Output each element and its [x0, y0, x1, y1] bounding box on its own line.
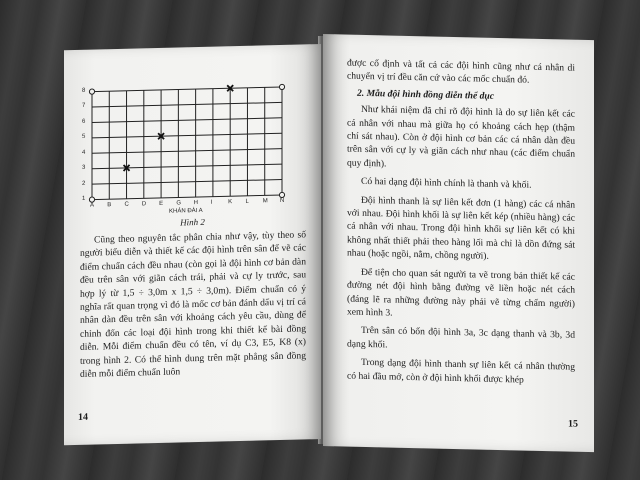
x-axis-label: L [245, 198, 249, 205]
y-axis-label: 1 [82, 195, 86, 202]
paragraph: Trên sân có bốn đội hình 3a, 3c dạng thanh và 3b, 3d dạng khối. [347, 325, 575, 351]
x-axis-label: C [124, 201, 129, 208]
corner-marker [279, 84, 284, 89]
x-axis-label: A [90, 202, 95, 209]
x-axis-label: D [141, 201, 147, 208]
left-page [64, 44, 321, 445]
x-axis-label: G [176, 200, 182, 207]
paragraph: Cũng theo nguyên tắc phân chia như vậy, tùy theo số người biểu diễn và thiết kế các đội hình trên sân để vẽ các điểm chuẩn cách đều nhau (còn gọi là đội hình cơ bản dàn đều trên sân với giãn cách trái, phải và cự ly trước, sau hợp lý từ 1,5 ÷ 3,0m x 1,5 ÷ 3,0m). Điểm chuẩn có ý nghĩa rất quan trọng vì đó là mốc cơ bản đánh dấu vị trí cá nhân dàn đều trên sân với khoảng cách yêu cầu, dùng để chỉnh đốn các loại đội hình trong khi thiết kế bài đồng diễn. Mỗi điểm chuẩn đều có tên, ví dụ C3, E5, K8 (x) trong hình 2. Có thể hình dung trên mặt phẳng sân đồng diễn mỗi điểm chuẩn luôn [80, 229, 306, 380]
y-axis-label: 7 [82, 103, 86, 110]
grid-line-horizontal [92, 195, 282, 200]
x-axis-label: B [107, 202, 112, 209]
figure-caption: Hình 2 [180, 216, 205, 228]
corner-marker [89, 89, 94, 94]
paragraph-lead: được cố định và tất cả các đội hình cũng như cá nhân di chuyển vị trí đều căn cứ vào các mốc chuẩn đó. [347, 57, 575, 87]
grid-line-horizontal [92, 180, 282, 185]
grid-line-horizontal [92, 133, 282, 138]
y-axis-label: 5 [82, 134, 86, 141]
x-axis-label: N [280, 197, 285, 205]
grid-line-horizontal [92, 149, 282, 154]
paragraph: Để tiện cho quan sát người ta vẽ trong bản thiết kế các đường nét đội hình bằng đường vẽ liền hoặc nét cách (đáng lẽ ra những đường này phải vẽ từng chấm người) xem hình 3. [347, 266, 575, 319]
grid-line-horizontal [92, 118, 282, 123]
paragraph: Có hai dạng đội hình chính là thanh và khối. [361, 176, 532, 191]
figure-grid [76, 73, 288, 228]
y-axis-label: 3 [82, 164, 86, 171]
grid-line-horizontal [92, 102, 282, 107]
section-heading: 2. Mẫu đội hình đồng diễn thể dục [357, 87, 495, 102]
page-number: 15 [568, 418, 578, 430]
grid-line-horizontal [92, 164, 282, 169]
y-axis-label: 8 [82, 87, 86, 94]
right-body-text [347, 57, 575, 388]
paragraph: Đội hình thanh là sự liên kết đơn (1 hàng) các cá nhân với nhau. Đội hình khối là sự liên kết kép (nhiều hàng) các cá nhân với nhau. Trong đội hình khối sự liên kết có khi không nhất thiết phải theo hàng lối mà chỉ là dồn đứng sát nhau (hoặc ngồi, nằm, chồng người). [347, 194, 575, 263]
right-page [323, 34, 594, 452]
grid-line-horizontal [92, 87, 282, 92]
left-body-text [80, 228, 306, 381]
page-number: 14 [78, 411, 88, 423]
corner-marker [89, 197, 94, 202]
x-axis-label: H [193, 200, 198, 207]
paragraph: Trong dạng đội hình thanh sự liên kết cá nhân thường có hai đầu mở, còn ở đội hình khối được khép [347, 356, 575, 386]
x-axis-label: K [228, 199, 233, 206]
corner-marker [279, 192, 284, 197]
x-axis-label: E [159, 200, 164, 207]
y-axis-label: 2 [82, 180, 86, 187]
paragraph: Như khái niệm đã chỉ rõ đội hình là do sự liên kết các cá nhân với nhau mà giữa họ có khoảng cách hẹp (thậm chí sát nhau). Còn ở đội hình cơ bản các cá nhân dàn đều trên sân với cự ly và giãn cách như nhau (các điểm chuẩn quy định). [347, 104, 575, 170]
x-axis-label: I [210, 199, 213, 206]
y-axis-label: 6 [82, 118, 86, 125]
y-axis-label: 4 [82, 149, 86, 156]
x-axis-label: M [262, 198, 268, 205]
base-label: KHÁN ĐÀI A [169, 207, 203, 215]
